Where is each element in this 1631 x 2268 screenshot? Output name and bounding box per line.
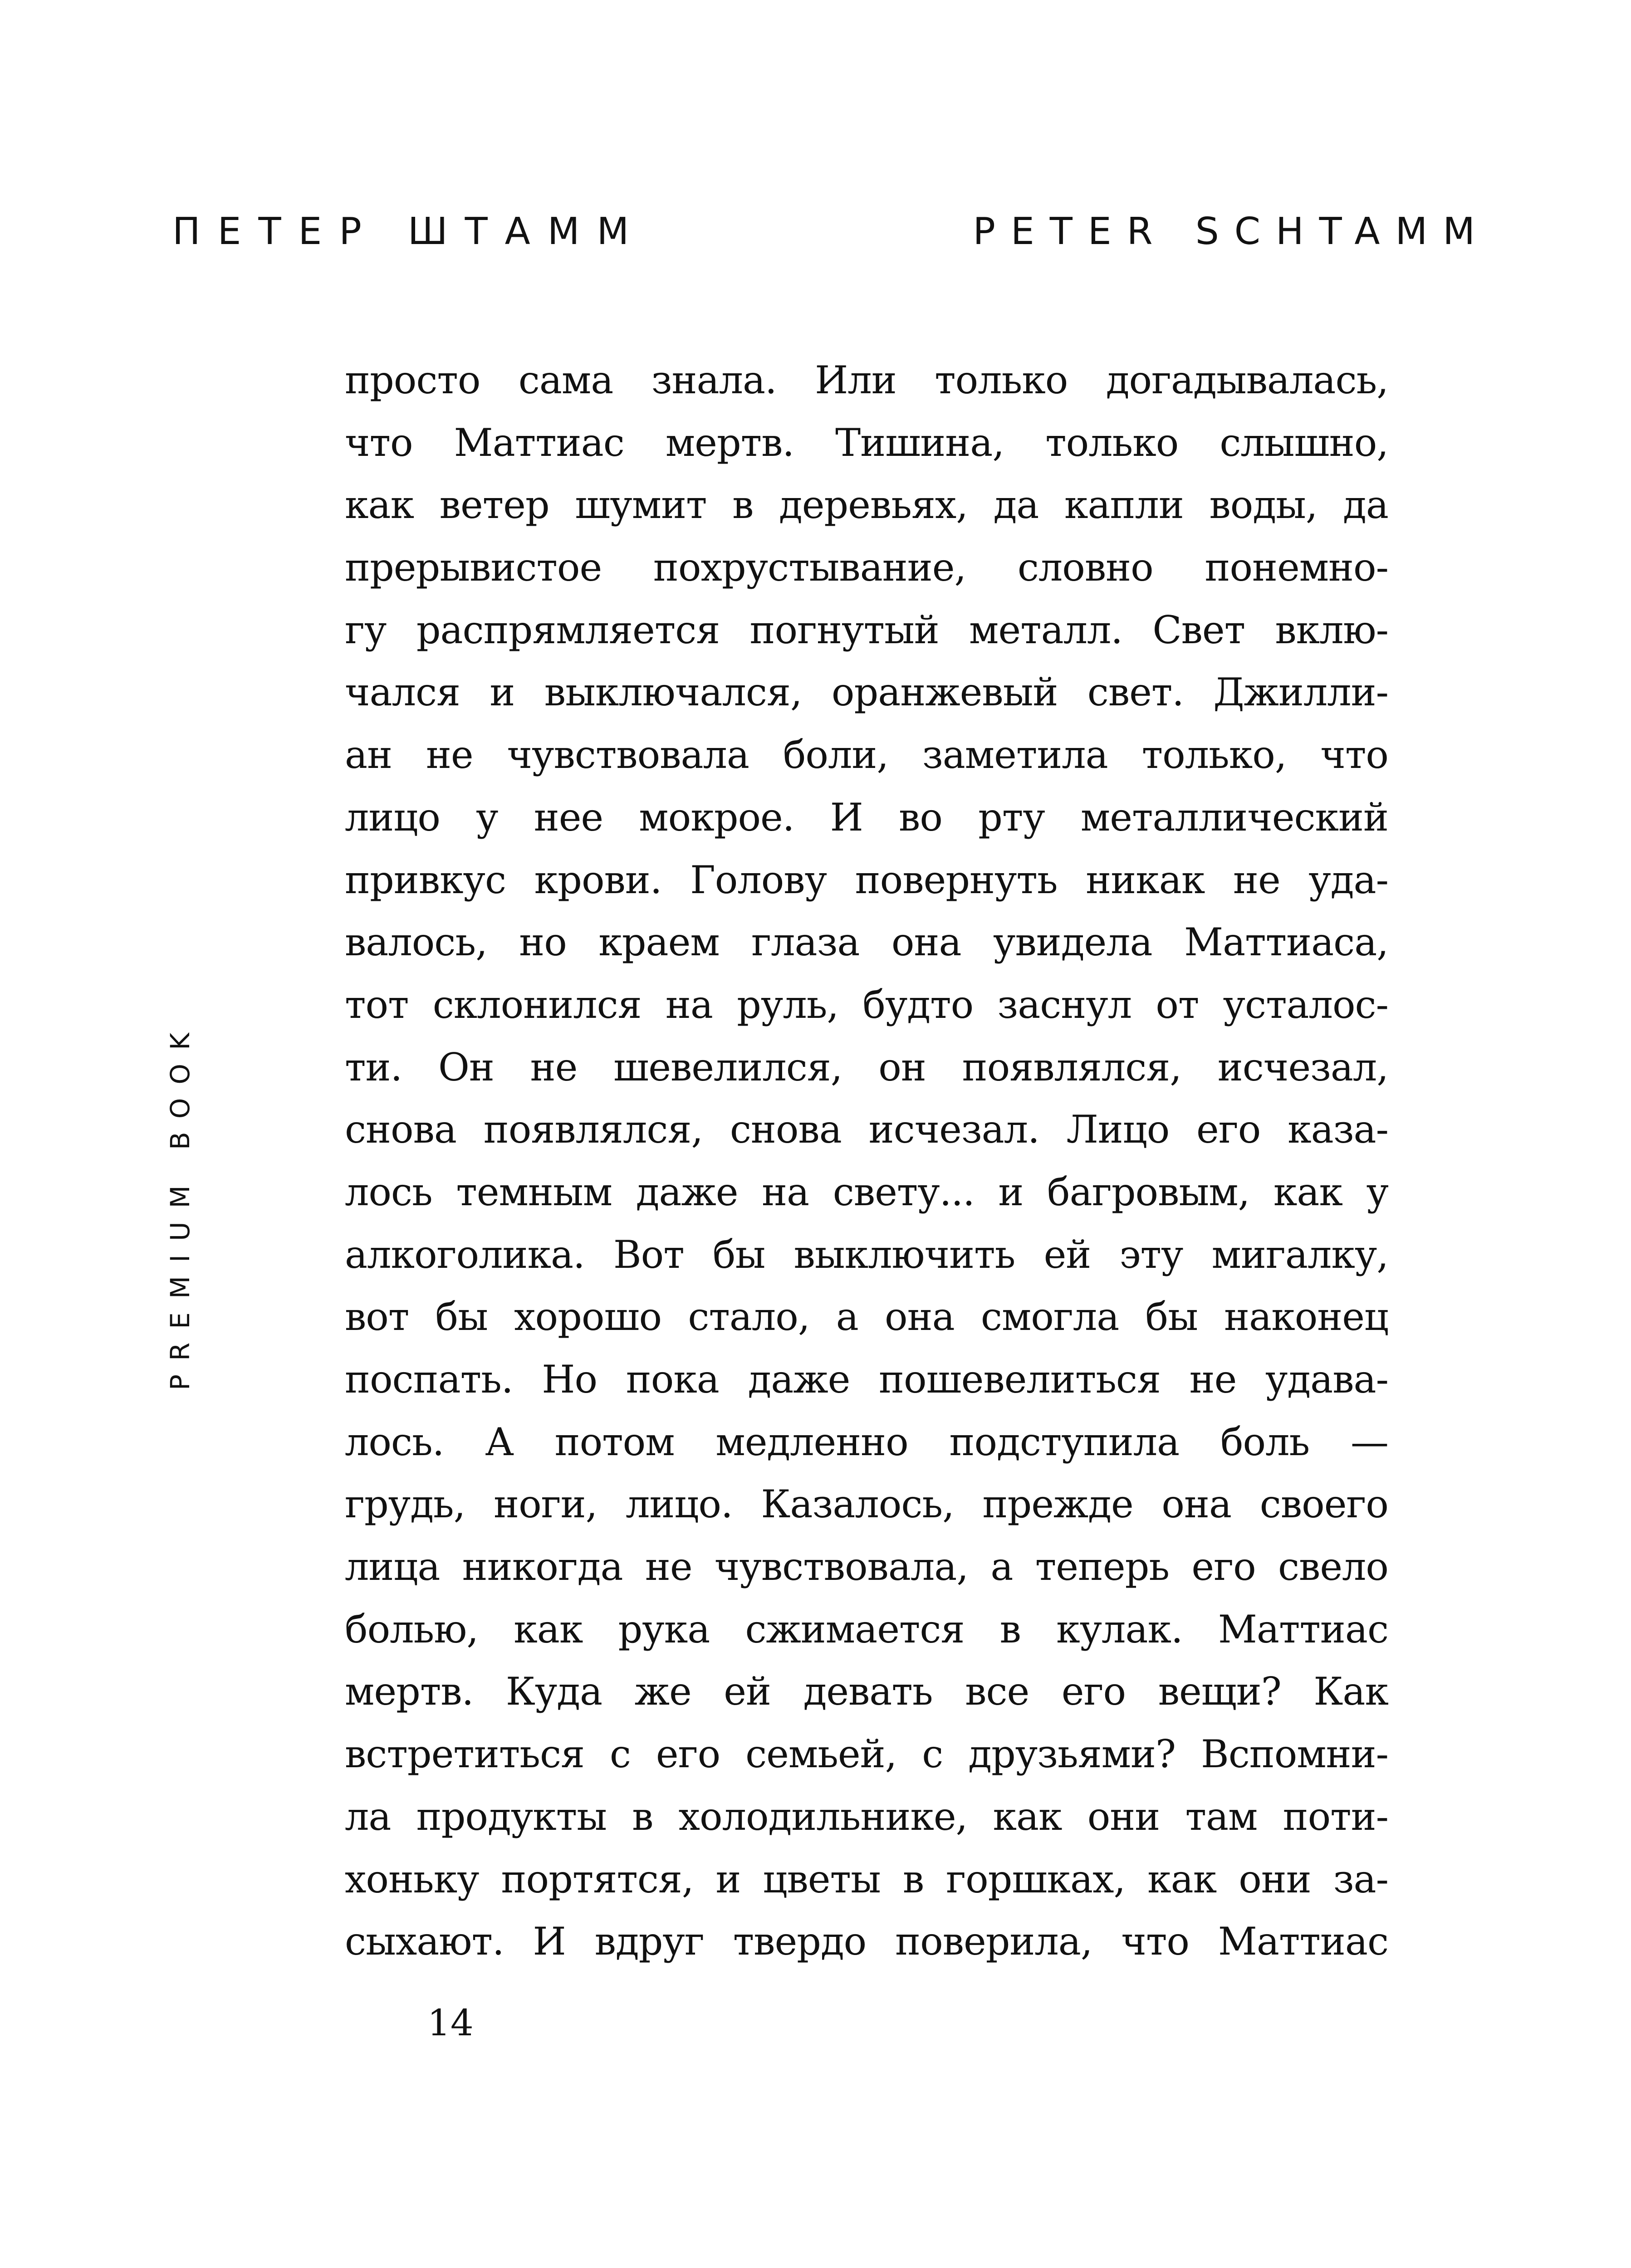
text-line: просто сама знала. Или только догадывалась,	[345, 358, 1388, 402]
text-line: лось. А потом медленно подступила боль —	[345, 1419, 1388, 1464]
text-line: тот склонился на руль, будто заснул от усталос-	[345, 982, 1388, 1027]
text-line: лось темным даже на свету... и багровым, как у	[345, 1169, 1388, 1214]
text-line: лица никогда не чувствовала, а теперь его свело	[345, 1545, 1388, 1589]
text-line: поспать. Но пока даже пошевелиться не удава-	[345, 1357, 1388, 1402]
text-line: что Маттиас мертв. Тишина, только слышно,	[345, 420, 1388, 465]
text-line: валось, но краем глаза она увидела Маттиаса,	[345, 920, 1388, 965]
publisher-series-label: PREMIUM BOOK	[165, 1019, 196, 1390]
running-head-author-latin: PETER SCHTAMM	[973, 210, 1490, 253]
text-line: лицо у нее мокрое. И во рту металлический	[345, 795, 1388, 840]
text-line: вот бы хорошо стало, а она смогла бы наконец	[345, 1295, 1388, 1339]
text-line: болью, как рука сжимается в кулак. Маттиас	[345, 1607, 1388, 1652]
text-line: ти. Он не шевелился, он появлялся, исчезал,	[345, 1045, 1388, 1090]
text-line: хоньку портятся, и цветы в горшках, как они за-	[345, 1857, 1388, 1901]
text-line: встретиться с его семьей, с друзьями? Вспомни-	[345, 1732, 1388, 1777]
text-line: ла продукты в холодильнике, как они там поти-	[345, 1794, 1388, 1839]
body-text	[345, 349, 1388, 1973]
text-line: мертв. Куда же ей девать все его вещи? Как	[345, 1669, 1388, 1714]
text-line: грудь, ноги, лицо. Казалось, прежде она своего	[345, 1482, 1388, 1527]
running-head-author-ru: ПЕТЕР ШТАММ	[172, 210, 647, 253]
text-line: алкоголика. Вот бы выключить ей эту мигалку,	[345, 1232, 1388, 1277]
page-number: 14	[427, 2002, 474, 2044]
text-line: как ветер шумит в деревьях, да капли воды, да	[345, 483, 1388, 528]
text-line: ан не чувствовала боли, заметила только, что	[345, 733, 1388, 777]
text-line: чался и выключался, оранжевый свет. Джилли-	[345, 670, 1388, 715]
text-line: прерывистое похрустывание, словно понемно-	[345, 545, 1388, 590]
side-label-container	[163, 996, 204, 1390]
text-line: снова появлялся, снова исчезал. Лицо его каза-	[345, 1107, 1388, 1152]
text-line: гу распрямляется погнутый металл. Свет вклю-	[345, 607, 1388, 652]
text-line: сыхают. И вдруг твердо поверила, что Маттиас	[345, 1919, 1388, 1964]
text-line: привкус крови. Голову повернуть никак не уда-	[345, 857, 1388, 902]
